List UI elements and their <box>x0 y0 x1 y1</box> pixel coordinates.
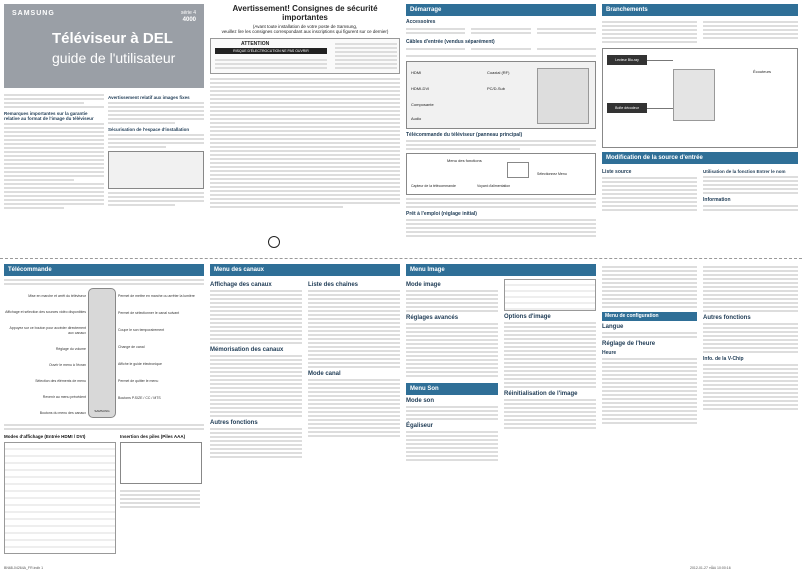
picture-s4: Réinitialisation de l'image <box>504 391 578 397</box>
cover-title: Téléviseur à DEL <box>52 30 173 47</box>
remote-panel-title: Télécommande du téléviseur (panneau principal) <box>406 132 523 138</box>
accessories-title: Accessoires <box>406 19 436 25</box>
device-settop: Boîte décodeur <box>607 103 647 113</box>
sound-s2: Égaliseur <box>406 423 434 429</box>
device-headphones: Écouteurs <box>753 69 772 74</box>
display-modes-table <box>4 442 116 554</box>
intro-text <box>4 94 104 108</box>
channel-s2: Mémorisation des canaux <box>210 347 284 353</box>
info-title: Information <box>703 197 731 203</box>
warranty-column <box>4 92 104 252</box>
remote-label-left-3: Réglage du volume <box>55 347 86 351</box>
install-heading: Sécurisation de l'espace d'installation <box>108 127 190 132</box>
safety-subtitle-1: (Avant toute installation de votre poste de Samsung, <box>252 24 358 29</box>
display-modes-title: Modes d'affichage (Entrée HDMI / DVI) <box>4 434 86 439</box>
channel-s1: Affichage des canaux <box>210 282 272 288</box>
warranty-text <box>4 123 104 209</box>
batteries-title: Insertion des piles (Piles AAA) <box>120 434 186 439</box>
safety-title: Avertissement! Consignes de sécurité importantes <box>232 4 378 22</box>
setup-s1: Langue <box>602 324 624 330</box>
remote-panel <box>4 264 204 564</box>
footer-left: BN68-04264A_FR.indb 1 <box>4 566 44 570</box>
channel-s4: Liste des chaînes <box>308 282 359 288</box>
attention-box <box>210 38 400 74</box>
picture-s2: Réglages avancés <box>406 315 459 321</box>
demarrage-header: Démarrage <box>406 4 596 16</box>
brand-logo: SAMSUNG <box>12 10 55 17</box>
device-bluray: Lecteur Blu-ray <box>607 55 647 65</box>
setup-s4: Autres fonctions <box>703 315 751 321</box>
tv-panel-label-menu: Menu des fonctions <box>447 158 482 163</box>
connection-diagram <box>602 48 798 148</box>
setup-s3: Heure <box>602 350 617 356</box>
tv-panel-label-sensor: Capteur de la télécommande <box>411 184 456 188</box>
remote-label-left-2: Appuyez sur ce bouton pour accéder directement aux canaux <box>9 326 86 335</box>
install-diagram <box>108 151 204 189</box>
tv-panel-label-power: Voyant d'alimentation <box>477 184 511 188</box>
remote-label-right-2: Coupe le son temporairement <box>118 328 165 332</box>
channel-s3: Autres fonctions <box>210 420 258 426</box>
tv-panel-label-select: Sélectionnez Menu <box>537 172 567 176</box>
remote-label-left-5: Sélection des éléments de menu <box>35 379 86 383</box>
channel-menu-panel <box>210 264 400 564</box>
tv-back-diagram <box>537 68 589 124</box>
still-image-heading: Avertissement relatif aux images fixes <box>108 95 190 100</box>
channel-menu-header: Menu des canaux <box>210 264 400 276</box>
remote-header: Télécommande <box>4 264 204 276</box>
setup-menu-panel <box>602 264 798 564</box>
picture-s1: Mode image <box>406 282 441 288</box>
remote-label-right-4: Affiche le guide électronique <box>118 362 162 366</box>
power-title: Prêt à l'emploi (réglage initial) <box>406 211 477 217</box>
remote-label-left-0: Mise en marche et arrêt du téléviseur <box>28 294 86 298</box>
cover-panel <box>4 4 204 88</box>
tv-panel-diagram <box>406 153 596 195</box>
remote-label-right-5: Permet de quitter le menu <box>118 379 159 383</box>
safety-subtitle-2: veuillez lire les consignes correspondant aux inscriptions qui figurent sur ce dernier) <box>221 29 389 34</box>
edit-name-title: Utilisation de la fonction Entrer le nom <box>703 169 786 174</box>
cable-label-pc: PC/D-Sub <box>487 86 506 91</box>
picture-menu-panel <box>406 264 596 564</box>
remote-label-left-7: Boutons du menu des canaux <box>39 411 86 415</box>
setup-s2: Réglage de l'heure <box>602 341 656 347</box>
setup-menu-header: Menu de configuration <box>602 312 697 321</box>
cable-diagram <box>406 61 596 129</box>
safety-panel <box>210 4 400 254</box>
picture-s3: Options d'image <box>504 314 551 320</box>
source-list-title: Liste source <box>602 169 632 175</box>
battery-diagram <box>120 442 202 484</box>
remote-label-left-6: Revenir au menu précédent <box>42 395 86 399</box>
demarrage-panel <box>406 4 596 254</box>
sound-s1: Mode son <box>406 398 434 404</box>
no-dispose-icon <box>268 236 280 248</box>
cable-label-hdmi-dvi: HDMI-DVI <box>411 86 430 91</box>
series-number: 4000 <box>182 17 196 23</box>
series-label: série 4 <box>180 10 196 16</box>
remote-label-right-6: Boutons P.SIZE / CC / MTS <box>118 396 161 400</box>
still-image-column <box>108 92 204 252</box>
remote-brand: SAMSUNG <box>94 409 110 413</box>
remote-label-right-3: Change de canal <box>118 345 145 349</box>
setup-s5: Info. de la V-Chip <box>703 356 744 362</box>
picture-menu-header: Menu Image <box>406 264 596 276</box>
channel-s5: Mode canal <box>308 371 341 377</box>
cable-label-coaxial: Coaxial (RF) <box>487 70 510 75</box>
remote-label-right-1: Permet de sélectionner le canal suivant <box>118 311 180 315</box>
attention-label: ATTENTION <box>241 41 270 47</box>
branchements-panel <box>602 4 798 254</box>
remote-label-left-4: Ouvrir le menu à l'écran <box>48 363 86 367</box>
footer-right: 2012-01-27 ¤ÌÀü 10:00:16 <box>690 566 731 570</box>
attention-sub: RISQUE D'ÉLECTROCUTION NE PAS OUVRIR <box>215 48 327 54</box>
sound-menu-header: Menu Son <box>406 383 498 395</box>
cable-label-audio: Audio <box>411 116 422 121</box>
cables-title: Câbles d'entrée (vendus séparément) <box>406 39 495 45</box>
cable-label-component: Composante <box>411 102 434 107</box>
cover-subtitle: guide de l'utilisateur <box>52 50 176 66</box>
source-header: Modification de la source d'entrée <box>602 152 798 164</box>
remote-label-left-1: Affichage et sélection des sources vidéo disponibles <box>5 310 86 314</box>
remote-label-right-0: Permet de mettre en marche ou arrêter la lumière <box>118 294 195 298</box>
picture-table <box>504 279 596 311</box>
warranty-heading: Remarques importantes sur la garantie relative au format de l'image du téléviseur <box>4 111 94 121</box>
branchements-header: Branchements <box>602 4 798 16</box>
cable-label-hdmi: HDMI <box>411 70 422 75</box>
remote-control-image <box>88 288 116 418</box>
